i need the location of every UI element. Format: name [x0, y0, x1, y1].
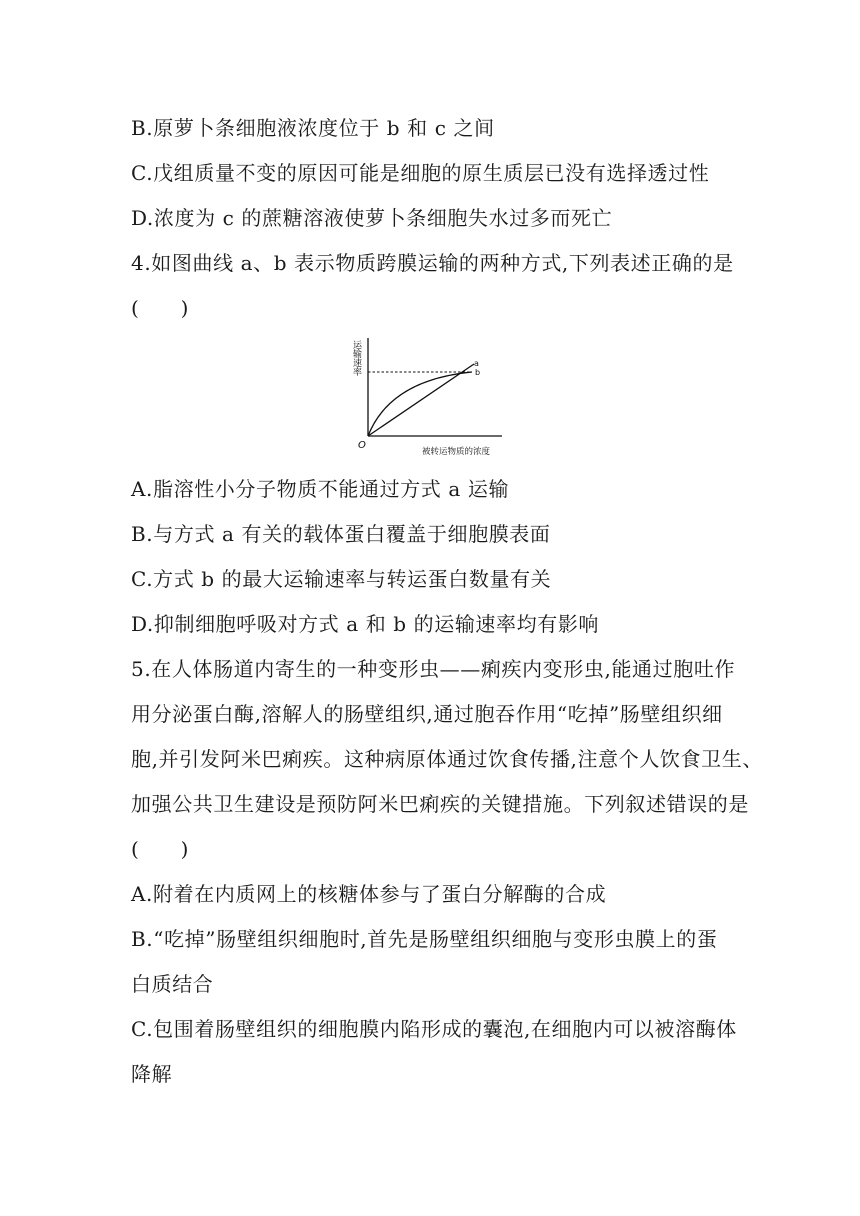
- option-5c-line2: 降解: [131, 1062, 173, 1086]
- option-3d: D.浓度为 c 的蔗糖溶液使萝卜条细胞失水过多而死亡: [131, 206, 613, 230]
- x-axis-label: 被转运物质的浓度: [422, 447, 491, 457]
- question-5-stem-line3: 胞,并引发阿米巴痢疾。这种病原体通过饮食传播,注意个人饮食卫生、: [131, 747, 763, 771]
- question-5-stem-line4: 加强公共卫生建设是预防阿米巴痢疾的关键措施。下列叙述错误的是: [131, 792, 749, 816]
- option-4b: B.与方式 a 有关的载体蛋白覆盖于细胞膜表面: [131, 522, 551, 546]
- option-3c: C.戊组质量不变的原因可能是细胞的原生质层已没有选择透过性: [131, 161, 710, 185]
- question-4-stem: 4.如图曲线 a、b 表示物质跨膜运输的两种方式,下列表述正确的是: [131, 251, 734, 275]
- origin-label: O: [358, 440, 366, 451]
- question-5-answer-blank: ( ): [131, 837, 190, 861]
- option-4d: D.抑制细胞呼吸对方式 a 和 b 的运输速率均有影响: [131, 612, 600, 636]
- option-5b-line1: B.“吃掉”肠壁组织细胞时,首先是肠壁组织细胞与变形虫膜上的蛋: [131, 927, 718, 951]
- option-5a: A.附着在内质网上的核糖体参与了蛋白分解酶的合成: [131, 882, 607, 906]
- option-4a: A.脂溶性小分子物质不能通过方式 a 运输: [131, 477, 510, 501]
- transport-rate-figure: [350, 332, 520, 460]
- transport-rate-graph: [350, 332, 520, 460]
- curve-a-label: a: [474, 359, 479, 368]
- curve-a: [368, 364, 474, 436]
- curve-b-label: b: [475, 368, 481, 377]
- y-axis-label: 运输速率: [351, 340, 361, 376]
- option-5c-line1: C.包围着肠壁组织的细胞膜内陷形成的囊泡,在细胞内可以被溶酶体: [131, 1017, 737, 1041]
- option-5b-line2: 白质结合: [131, 972, 214, 996]
- curve-b: [368, 372, 472, 436]
- question-4-answer-blank: ( ): [131, 296, 190, 320]
- question-5-stem-line1: 5.在人体肠道内寄生的一种变形虫——痢疾内变形虫,能通过胞吐作: [131, 657, 736, 681]
- option-4c: C.方式 b 的最大运输速率与转运蛋白数量有关: [131, 567, 552, 591]
- question-5-stem-line2: 用分泌蛋白酶,溶解人的肠壁组织,通过胞吞作用“吃掉”肠壁组织细: [131, 702, 723, 726]
- option-3b: B.原萝卜条细胞液浓度位于 b 和 c 之间: [131, 116, 495, 140]
